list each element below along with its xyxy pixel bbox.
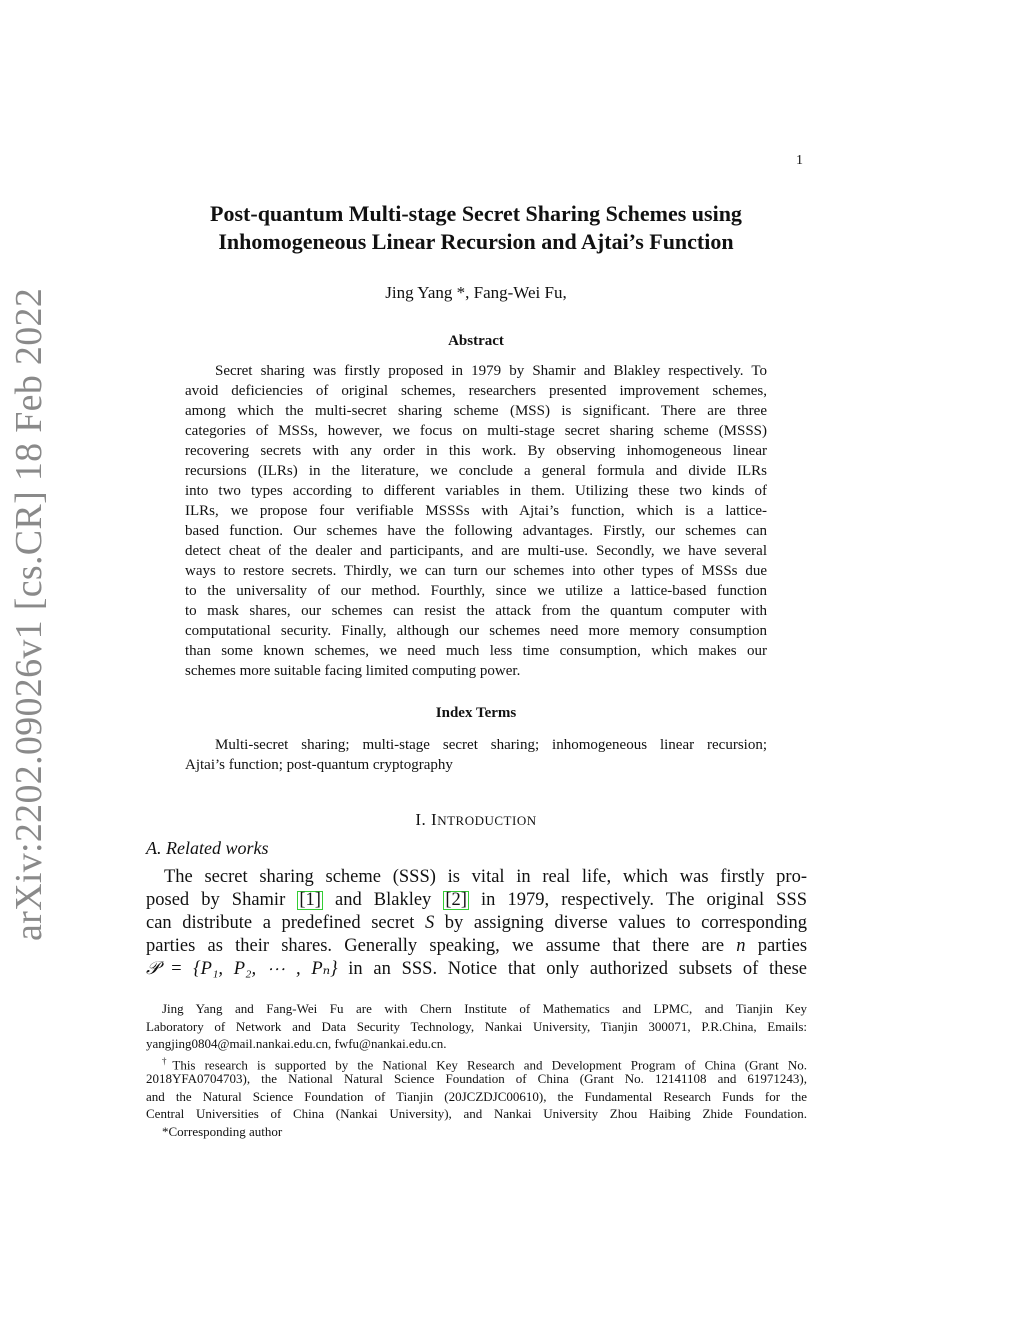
abstract-line: to mask shares, our schemes can resist the attack from the quantum computer with [185, 603, 767, 619]
title-line: Post-quantum Multi-stage Secret Sharing Schemes using [210, 201, 742, 226]
abstract-line: recovering secrets with any order in this work. By observing inhomogeneous linear [185, 443, 767, 459]
abstract-line: ways to restore secrets. Thirdly, we can turn our schemes into other types of MSSs due [185, 563, 767, 579]
footnote-line: yangjing0804@mail.nankai.edu.cn, fwfu@nankai.edu.cn. [146, 1036, 447, 1051]
index-terms-body [185, 735, 767, 775]
intro-text: in an SSS. Notice that only authorized subsets of these [348, 959, 807, 979]
intro-text: parties [757, 936, 808, 956]
abstract-line: among which the multi-secret sharing scheme (MSS) is significant. There are three [185, 403, 767, 419]
abstract-line: ILRs, we propose four verifiable MSSSs with Ajtai’s function, which is a lattice- [185, 503, 767, 519]
intro-line [146, 958, 807, 981]
intro-line [146, 912, 807, 935]
math-variable: S [424, 913, 435, 933]
index-terms-heading: Index Terms [435, 705, 517, 721]
footnote-text: This research is supported by the National Key Research and Development Program of China (Grant No. [172, 1056, 807, 1072]
abstract-line: Secret sharing was firstly proposed in 1979 by Shamir and Blakley respectively. To [215, 363, 767, 379]
abstract-heading: Abstract [448, 333, 504, 349]
intro-line: The secret sharing scheme (SSS) is vital in real life, which was firstly pro- [164, 867, 807, 887]
footnote-line: Central Universities of China (Nankai University), and Nankai University Zhou Haibing Zhide Foundation. [146, 1106, 807, 1121]
intro-line [146, 889, 807, 912]
section-name-initial: I [431, 810, 438, 829]
citation-link[interactable]: [1] [299, 890, 321, 910]
abstract-line: to the universality of our method. Fourthly, since we utilize a lattice-based function [185, 583, 767, 599]
footnote-line: and the Natural Science Foundation of Tianjin (20JCZDJC00610), the Fundamental Research Funds for the [146, 1088, 807, 1104]
subsection-heading: A. Related works [146, 838, 269, 858]
section-name-rest: NTRODUCTION [437, 813, 537, 828]
abstract-body [185, 361, 767, 681]
abstract-line: schemes more suitable facing limited computing power. [185, 663, 521, 679]
footnote-line: *Corresponding author [162, 1123, 283, 1139]
footnote-line: 2018YFA0704703), the National Natural Science Foundation of China (Grant No. 12141108 and 61971243), [146, 1071, 807, 1086]
abstract-line: into two types according to different variables in them. Utilizing these two kinds of [185, 483, 767, 499]
section-heading-introduction [150, 810, 802, 830]
abstract-line: avoid deficiencies of original schemes, researchers presented improvement schemes, [185, 383, 767, 399]
abstract-line: based function. Our schemes have the following advantages. Firstly, our schemes can [185, 523, 767, 539]
intro-text: can distribute a predefined secret [146, 913, 415, 933]
arxiv-stamp: arXiv:2202.09026v1 [cs.CR] 18 Feb 2022 [8, 287, 50, 941]
title-line: Inhomogeneous Linear Recursion and Ajtai’s Function [218, 229, 734, 254]
index-terms-line: Ajtai’s function; post-quantum cryptography [185, 757, 453, 773]
abstract-line: recursions (ILRs) in the literature, we conclude a general formula and divide ILRs [185, 463, 767, 479]
math-expression: 𝒫 = {P₁, P₂, ⋯ , Pₙ} [146, 959, 338, 979]
abstract-line: categories of MSSs, however, we focus on multi-stage secret sharing scheme (MSSS) [185, 423, 767, 439]
intro-text: and Blakley [334, 890, 432, 910]
citation-link[interactable]: [2] [445, 890, 467, 910]
abstract-line: computational security. Finally, although our schemes need more memory consumption [185, 623, 767, 639]
intro-line [146, 935, 807, 958]
footnotes [146, 1000, 807, 1140]
author-list: Jing Yang *, Fang-Wei Fu, [385, 283, 567, 302]
dagger-mark: † [162, 1055, 173, 1066]
intro-text: in 1979, respectively. The original SSS [481, 890, 808, 910]
intro-text: parties as their shares. Generally speaking, we assume that there are [146, 936, 725, 956]
abstract-line: than some known schemes, we need much less time consumption, which makes our [185, 643, 767, 659]
page-number: 1 [796, 153, 803, 168]
introduction-body [146, 866, 807, 981]
index-terms-line: Multi-secret sharing; multi-stage secret sharing; inhomogeneous linear recursion; [215, 737, 767, 753]
intro-text: by assigning diverse values to corresponding [444, 913, 808, 933]
paper-title [150, 200, 802, 256]
footnote-line: Jing Yang and Fang-Wei Fu are with Chern Institute of Mathematics and LPMC, and Tianjin Key [162, 1001, 807, 1016]
abstract-line: detect cheat of the dealer and participants, and are multi-use. Secondly, we have several [185, 543, 767, 559]
section-numeral: I. [415, 810, 427, 829]
footnote-line [146, 1053, 807, 1071]
footnote-line: Laboratory of Network and Data Security Technology, Nankai University, Tianjin 300071, P.R.China, Emails: [146, 1018, 807, 1034]
intro-text: posed by Shamir [146, 890, 286, 910]
math-variable: n [736, 936, 746, 956]
